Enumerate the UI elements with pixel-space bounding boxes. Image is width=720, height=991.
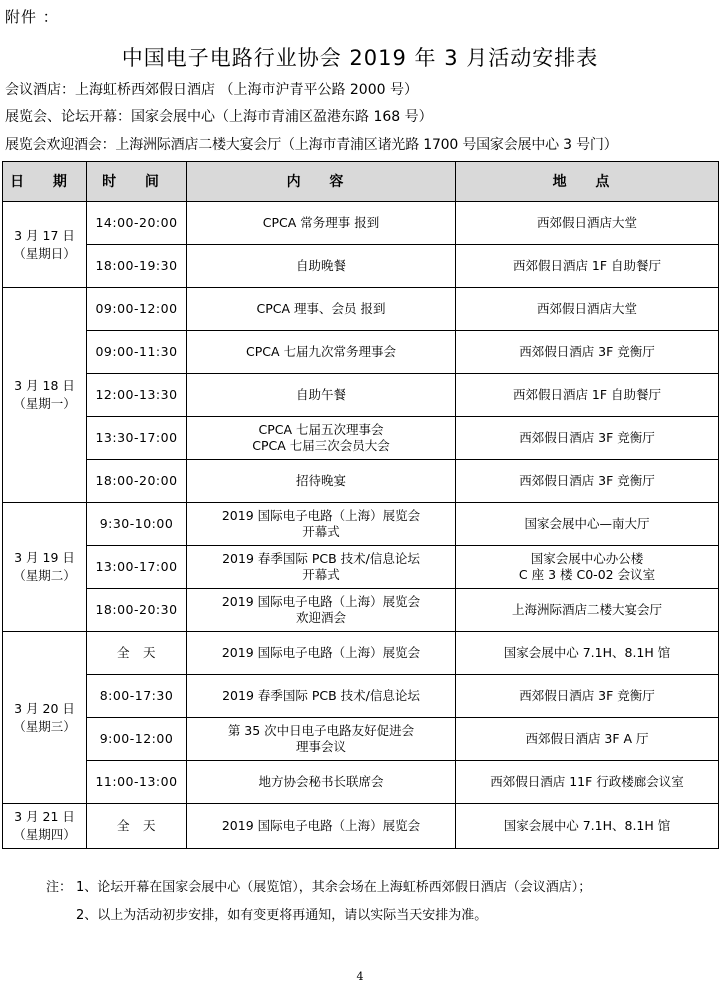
place-line: 西郊假日酒店 3F 竞衡厅	[519, 688, 655, 703]
place-line: 西郊假日酒店 11F 行政楼廊会议室	[490, 774, 684, 789]
place-cell	[456, 288, 719, 331]
table-row	[3, 675, 719, 718]
place-line: 西郊假日酒店 3F 竞衡厅	[519, 473, 655, 488]
place-line: 西郊假日酒店 3F 竞衡厅	[519, 430, 655, 445]
content-cell	[187, 460, 456, 503]
time-cell: 12:00-13:30	[87, 374, 187, 417]
content-cell	[187, 417, 456, 460]
content-line: 2019 春季国际 PCB 技术/信息论坛	[222, 688, 420, 703]
page-number: 4	[356, 970, 364, 983]
table-row	[3, 202, 719, 245]
weekday-text: （星期三）	[13, 718, 76, 734]
date-text: 3 月 17 日	[14, 227, 75, 243]
content-line: 2019 春季国际 PCB 技术/信息论坛	[222, 551, 420, 566]
table-row	[3, 417, 719, 460]
place-cell	[456, 804, 719, 849]
content-cell	[187, 503, 456, 546]
date-cell	[3, 632, 87, 804]
content-line: CPCA 七届九次常务理事会	[245, 344, 397, 359]
table-row	[3, 460, 719, 503]
table-row	[3, 589, 719, 632]
table-row	[3, 331, 719, 374]
note-prefix: 注：	[46, 880, 73, 895]
table-row	[3, 761, 719, 804]
table-row	[3, 718, 719, 761]
place-cell	[456, 331, 719, 374]
time-cell: 13:30-17:00	[87, 417, 187, 460]
place-cell	[456, 417, 719, 460]
content-cell	[187, 202, 456, 245]
weekday-text: （星期四）	[13, 827, 76, 842]
time-cell: 8:00-17:30	[87, 675, 187, 718]
attachment-label: 附件 ：	[5, 8, 59, 26]
place-line: 西郊假日酒店大堂	[536, 301, 637, 316]
weekday-text: （星期二）	[13, 568, 76, 583]
content-cell	[187, 589, 456, 632]
place-line: 西郊假日酒店 3F 竞衡厅	[519, 344, 655, 359]
weekday-text: （星期日）	[13, 245, 76, 261]
content-cell	[187, 331, 456, 374]
content-line: 2019 国际电子电路（上海）展览会	[221, 594, 421, 609]
place-cell	[456, 675, 719, 718]
content-line: CPCA 七届三次会员大会	[252, 438, 390, 453]
hotel-info: 会议酒店：上海虹桥西郊假日酒店 （上海市沪青平公路 2000 号）	[5, 82, 418, 98]
place-line: 西郊假日酒店 3F A 厅	[525, 731, 649, 746]
place-line: 西郊假日酒店 1F 自助餐厅	[512, 258, 662, 273]
notes	[46, 874, 591, 930]
content-line: 开幕式	[302, 567, 340, 582]
time-cell: 09:00-11:30	[87, 331, 187, 374]
place-cell	[456, 245, 719, 288]
content-cell	[187, 675, 456, 718]
content-cell	[187, 374, 456, 417]
content-line: 欢迎酒会	[295, 610, 346, 625]
time-cell: 9:30-10:00	[87, 503, 187, 546]
content-cell	[187, 546, 456, 589]
content-line: 第 35 次中日电子电路友好促进会	[227, 723, 415, 738]
place-cell	[456, 761, 719, 804]
table-row	[3, 546, 719, 589]
date-text: 3 月 19 日	[14, 550, 75, 565]
date-cell	[3, 288, 87, 503]
content-line: 2019 国际电子电路（上海）展览会	[221, 645, 421, 660]
content-cell	[187, 632, 456, 675]
content-cell	[187, 245, 456, 288]
date-cell	[3, 804, 87, 849]
content-line: 地方协会秘书长联席会	[258, 774, 384, 789]
place-line: 国家会展中心 7.1H、8.1H 馆	[503, 645, 671, 660]
weekday-text: （星期一）	[13, 396, 76, 411]
time-cell: 13:00-17:00	[87, 546, 187, 589]
date-cell	[3, 503, 87, 632]
time-cell: 11:00-13:00	[87, 761, 187, 804]
page-title: 中国电子电路行业协会 2019 年 3 月活动安排表	[121, 46, 599, 70]
place-line: 上海洲际酒店二楼大宴会厅	[511, 602, 662, 617]
date-text: 3 月 21 日	[14, 809, 75, 824]
table-row	[3, 632, 719, 675]
place-cell	[456, 460, 719, 503]
schedule-body	[3, 202, 719, 849]
time-cell: 18:00-19:30	[87, 245, 187, 288]
header-place: 地 点	[456, 162, 719, 202]
place-line: 国家会展中心 7.1H、8.1H 馆	[503, 818, 671, 833]
time-cell: 18:00-20:00	[87, 460, 187, 503]
content-line: 2019 国际电子电路（上海）展览会	[221, 508, 421, 523]
content-line: CPCA 理事、会员 报到	[256, 301, 386, 316]
content-cell	[187, 761, 456, 804]
content-line: 自助晚餐	[295, 258, 346, 273]
table-row	[3, 288, 719, 331]
place-cell	[456, 718, 719, 761]
header-content: 内 容	[187, 162, 456, 202]
place-cell	[456, 202, 719, 245]
reception-info: 展览会欢迎酒会：上海洲际酒店二楼大宴会厅（上海市青浦区诸光路 1700 号国家会展中心 3 号门）	[5, 137, 618, 153]
time-cell: 全 天	[87, 804, 187, 849]
content-line: 2019 国际电子电路（上海）展览会	[221, 818, 421, 833]
table-row	[3, 503, 719, 546]
place-line: 国家会展中心办公楼	[530, 551, 644, 566]
content-line: 开幕式	[302, 524, 340, 539]
content-line: 自助午餐	[295, 387, 346, 402]
date-text: 3 月 20 日	[14, 700, 75, 716]
schedule-table	[2, 161, 719, 849]
content-line: CPCA 常务理事 报到	[262, 215, 380, 230]
header-date: 日 期	[3, 162, 87, 202]
table-row	[3, 804, 719, 849]
note-item: 2、以上为活动初步安排，如有变更将再通知，请以实际当天安排为准。	[76, 908, 488, 923]
place-line: 西郊假日酒店大堂	[536, 215, 637, 230]
time-cell: 18:00-20:30	[87, 589, 187, 632]
content-cell	[187, 288, 456, 331]
expo-info: 展览会、论坛开幕：国家会展中心（上海市青浦区盈港东路 168 号）	[5, 109, 433, 125]
place-cell	[456, 632, 719, 675]
time-cell: 14:00-20:00	[87, 202, 187, 245]
time-cell: 09:00-12:00	[87, 288, 187, 331]
place-line: C 座 3 楼 C0-02 会议室	[518, 567, 656, 582]
content-line: CPCA 七届五次理事会	[258, 422, 384, 437]
table-header-row	[3, 162, 719, 202]
header-time: 时 间	[87, 162, 187, 202]
place-cell	[456, 503, 719, 546]
place-cell	[456, 546, 719, 589]
date-cell	[3, 202, 87, 288]
content-line: 招待晚宴	[295, 473, 346, 488]
content-cell	[187, 804, 456, 849]
time-cell: 9:00-12:00	[87, 718, 187, 761]
content-line: 理事会议	[295, 739, 346, 754]
time-cell: 全 天	[87, 632, 187, 675]
date-text: 3 月 18 日	[14, 378, 75, 393]
note-item: 注： 1、论坛开幕在国家会展中心（展览馆），其余会场在上海虹桥西郊假日酒店（会议酒店）；	[46, 874, 591, 902]
place-cell	[456, 589, 719, 632]
place-line: 国家会展中心—南大厅	[524, 516, 650, 531]
place-line: 西郊假日酒店 1F 自助餐厅	[512, 387, 662, 402]
table-row	[3, 245, 719, 288]
content-cell	[187, 718, 456, 761]
table-row	[3, 374, 719, 417]
place-cell	[456, 374, 719, 417]
